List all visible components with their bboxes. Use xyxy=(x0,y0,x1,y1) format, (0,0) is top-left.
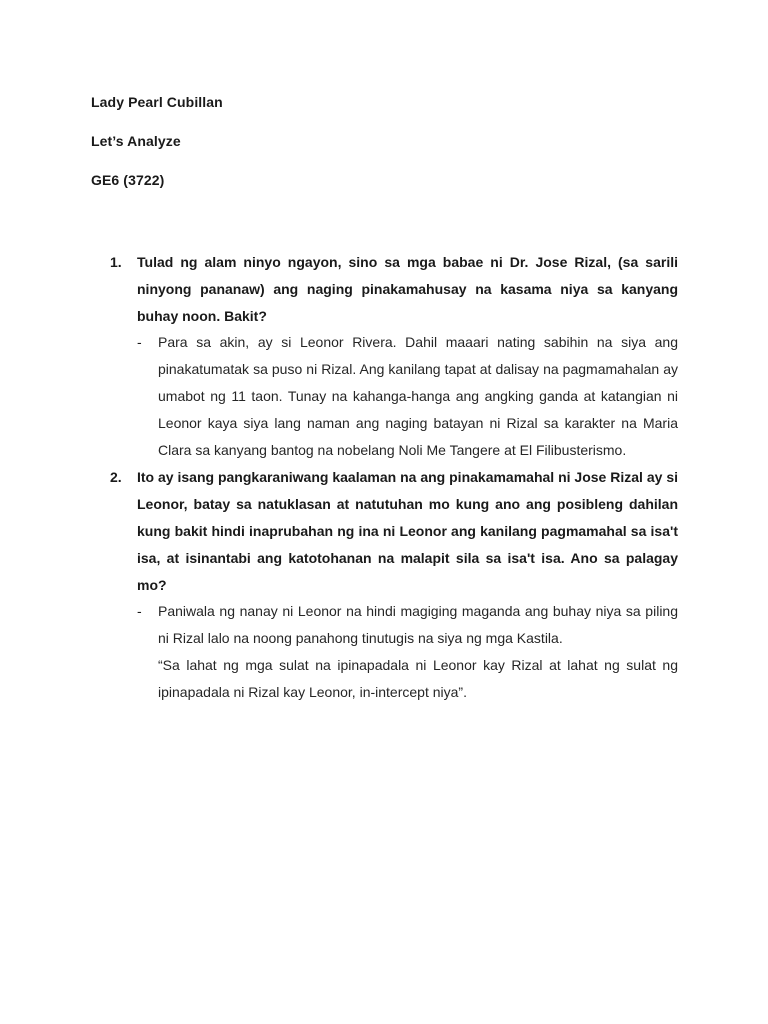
question-2 xyxy=(106,464,678,706)
question-1 xyxy=(106,249,678,464)
question-list xyxy=(106,249,678,706)
question-text: Ito ay isang pangkaraniwang kaalaman na ang pinakamamahal ni Jose Rizal ay si Leonor, batay sa natuklasan at natutuhan mo kung ano ang posibleng dahilan kung bakit hindi inaprubahan ng ina ni Leonor ang kanilang pagmamahal sa isa't isa, at isinantabi ang katotohanan na malapit sila sa isa't isa. Ano sa palagay mo? xyxy=(137,469,678,593)
course-code: GE6 (3722) xyxy=(91,172,165,188)
answer-quote: “Sa lahat ng mga sulat na ipinapadala ni Leonor kay Rizal at lahat ng sulat ng ipinapadala ni Rizal kay Leonor, in-intercept niya”. xyxy=(158,657,678,700)
question-number: 2. xyxy=(110,469,122,485)
answer-1 xyxy=(137,329,678,464)
answer-paragraph: Paniwala ng nanay ni Leonor na hindi magiging maganda ang buhay niya sa piling ni Rizal lalo na noong panahong tinutugis na siya ng mga Kastila. xyxy=(158,603,678,646)
answer-text xyxy=(158,598,678,706)
answer-bullet: - xyxy=(137,603,142,619)
answer-2 xyxy=(137,598,678,706)
answer-bullet: - xyxy=(137,334,142,350)
answer-text: Para sa akin, ay si Leonor Rivera. Dahil maaari nating sabihin na siya ang pinakatumatak sa puso ni Rizal. Ang kanilang tapat at dalisay na pagmamahalan ay umabot ng 11 taon. Tunay na kahanga-hanga ang angking ganda at katangian ni Leonor kaya siya lang naman ang naging batayan ni Rizal sa karakter na Maria Clara sa kanyang bantog na nobelang Noli Me Tangere at El Filibusterismo. xyxy=(158,334,678,458)
document-title: Let’s Analyze xyxy=(91,133,181,149)
question-text: Tulad ng alam ninyo ngayon, sino sa mga babae ni Dr. Jose Rizal, (sa sarili ninyong pananaw) ang naging pinakamahusay na kasama niya sa kanyang buhay noon. Bakit? xyxy=(137,254,678,324)
author-name: Lady Pearl Cubillan xyxy=(91,94,223,110)
question-number: 1. xyxy=(110,254,122,270)
